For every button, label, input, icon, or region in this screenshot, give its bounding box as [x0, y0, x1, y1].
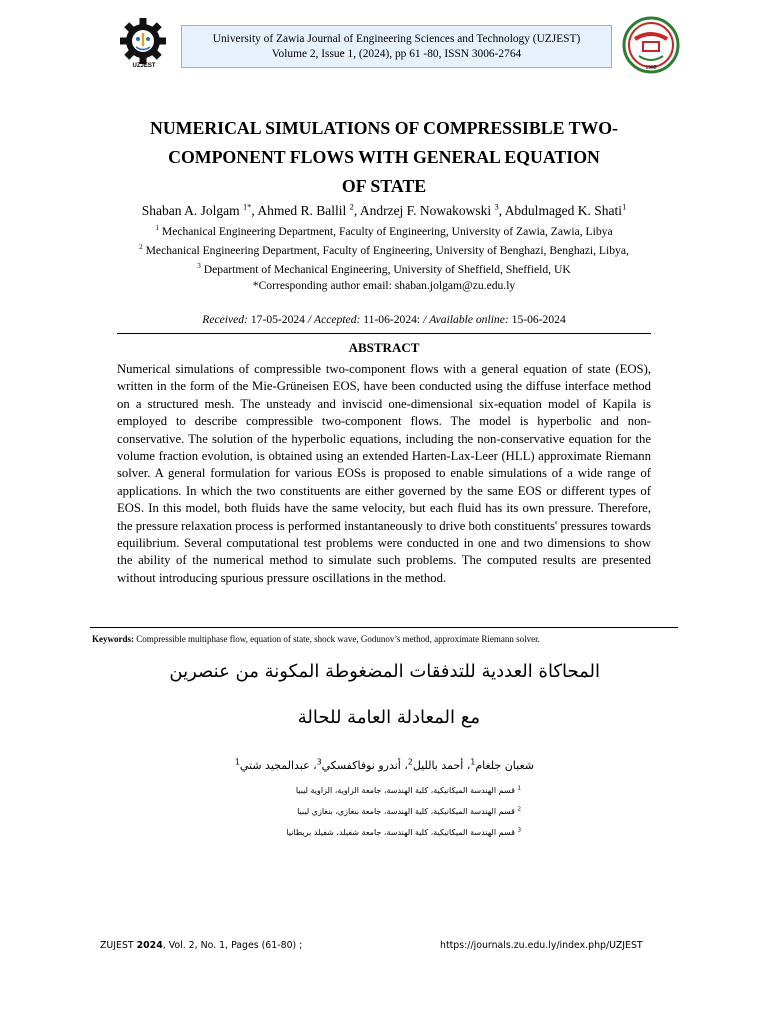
abstract-text: Numerical simulations of compressible two-component flows with a general equation of state (EOS), written in the form of the Mie-Grüneisen EOS, have been conducted using the diffuse interface method on a structured mesh. The unsteady and inviscid one-dimensional six-equation model of Kapila is employed to describe compressible two-component flows. The model is hyperbolic and non-conservative. The solution of the hyperbolic equations, including the non-conservative equation for the volume fraction evolution, is obtained using an extended Harten-Lax-Leer (HLL) approximate Riemann solver. A general formulation for various EOSs is proposed to enable simulations of a wide range of applications. In which the two constituents are either governed by the same EOS or different types of EOS. In this model, both fluids have the same velocity, but each fluid has its own pressure. Therefore, the pressure relaxation process is performed instantaneously to drive both constituents' pressures towards equilibrium. Several computational test problems were conducted in one and two dimensions to show the ability of the numerical method to simulate such problems. The computed results are presented without introducing spurious pressure oscillations in the method.: [117, 362, 651, 585]
affiliation-mark: 1: [517, 785, 521, 792]
affiliation-mark: 3: [197, 262, 201, 271]
arabic-title: المحاكاة العددية للتدفقات المضغوطة المكونة من عنصرين: [169, 661, 600, 682]
title-line: NUMERICAL SIMULATIONS OF COMPRESSIBLE TWO-: [150, 118, 618, 138]
footer-year: 2024: [136, 940, 163, 951]
arabic-affiliation: [200, 786, 521, 795]
online-date: 15-06-2024: [511, 313, 566, 326]
paper-title: [90, 114, 678, 201]
author-list: Shaban A. Jolgam $^{1*}$, Ahmed R. Ballil $^2$, Andrzej F. Nowakowski $^3$, Abdulmaged K. Shati$^1$: [141, 202, 627, 218]
publication-dates: Received: 17-05-2024 / Accepted: 11-06-2024: / Available online: 15-06-2024: [202, 313, 566, 326]
footer-citation: [100, 940, 302, 951]
abstract-heading: ABSTRACT: [348, 340, 420, 355]
footer-url-link[interactable]: https://journals.zu.edu.ly/index.php/UZJEST: [440, 940, 643, 951]
received-label: Received:: [202, 313, 248, 326]
affiliation-mark: 1: [155, 224, 159, 233]
arabic-affiliation-text: قسم الهندسة الميكانيكية، كلية الهندسة، جامعة الزاوية، الزاوية ليبيا: [295, 786, 515, 795]
author-name: Abdulmaged K. Shati: [504, 203, 623, 218]
author-affil-mark: 3: [494, 202, 499, 212]
title-line: OF STATE: [341, 176, 427, 196]
corresponding-author-email[interactable]: *Corresponding author email: shaban.jolgam@zu.edu.ly: [252, 279, 516, 292]
divider: [117, 333, 651, 334]
journal-header-box: [181, 25, 612, 68]
affiliation-text: Mechanical Engineering Department, Faculty of Engineering, University of Zawia, Zawia, Libya: [161, 225, 613, 238]
affiliation-mark: 2: [139, 243, 143, 252]
affiliation-text: Department of Mechanical Engineering, University of Sheffield, Sheffield, UK: [203, 263, 571, 276]
title-line: COMPONENT FLOWS WITH GENERAL EQUATION: [168, 147, 600, 167]
accepted-date: 11-06-2024:: [363, 313, 421, 326]
arabic-author-list: شعبان جلغام$^1$، أحمد بالليل$^2$، أندرو نوفاكفسكي$^3$، عبدالمجيد شتي$^1$: [234, 757, 534, 772]
arabic-affiliation: [200, 828, 521, 837]
divider: [90, 627, 678, 628]
author-name: Andrzej F. Nowakowski: [359, 203, 492, 218]
online-label: Available online:: [429, 313, 509, 326]
author-affil-mark: 1*: [243, 202, 252, 212]
author-affil-mark: 2: [349, 202, 354, 212]
affiliation: [60, 263, 708, 276]
keywords-label: Keywords:: [92, 634, 134, 644]
footer-journal: ZUJEST: [100, 940, 134, 951]
arabic-author-name: عبدالمجيد شتي: [239, 759, 310, 772]
arabic-affiliation: [200, 807, 521, 816]
affiliation-mark: 3: [517, 827, 521, 834]
abstract-body: [117, 361, 651, 587]
university-seal-icon: [622, 16, 680, 74]
svg-text:1988: 1988: [645, 65, 657, 71]
arabic-affiliation-text: قسم الهندسة الميكانيكية، كلية الهندسة، جامعة شفيلد، شفيلد بريطانيا: [286, 828, 515, 837]
journal-name: University of Zawia Journal of Engineering Sciences and Technology (UZJEST): [212, 33, 581, 45]
affiliation-mark: 2: [517, 806, 521, 813]
affiliation: [60, 244, 708, 257]
logo-caption: UZJEST: [132, 63, 156, 69]
author-name: Shaban A. Jolgam: [141, 203, 240, 218]
journal-volume: Volume 2, Issue 1, (2024), pp 61 -80, ISSN 3006-2764: [271, 48, 522, 60]
arabic-title: مع المعادلة العامة للحالة: [297, 707, 480, 728]
accepted-label: Accepted:: [314, 313, 361, 326]
author-name: Ahmed R. Ballil: [257, 203, 347, 218]
arabic-author-name: أندرو نوفاكفسكي: [321, 759, 401, 772]
author-affil-mark: 1: [622, 202, 627, 212]
author-affil-mark: 1: [234, 757, 240, 767]
author-affil-mark: 3: [316, 757, 322, 767]
arabic-affiliation-text: قسم الهندسة الميكانيكية، كلية الهندسة، جامعة بنغازي، بنغازي ليبيا: [297, 807, 515, 816]
received-date: 17-05-2024: [250, 313, 305, 326]
affiliation-text: Mechanical Engineering Department, Faculty of Engineering, University of Benghazi, Benghazi, Libya,: [145, 244, 629, 257]
author-affil-mark: 2: [407, 757, 413, 767]
footer-details: , Vol. 2, No. 1, Pages (61-80) ;: [162, 940, 303, 951]
keywords: [92, 634, 692, 644]
arabic-author-name: شعبان جلغام: [475, 759, 534, 772]
keywords-text: Compressible multiphase flow, equation of state, shock wave, Godunov’s method, approximate Riemann solver.: [136, 634, 540, 644]
author-affil-mark: 1: [470, 757, 476, 767]
affiliation: [60, 225, 708, 238]
arabic-author-name: أحمد بالليل: [412, 759, 464, 772]
